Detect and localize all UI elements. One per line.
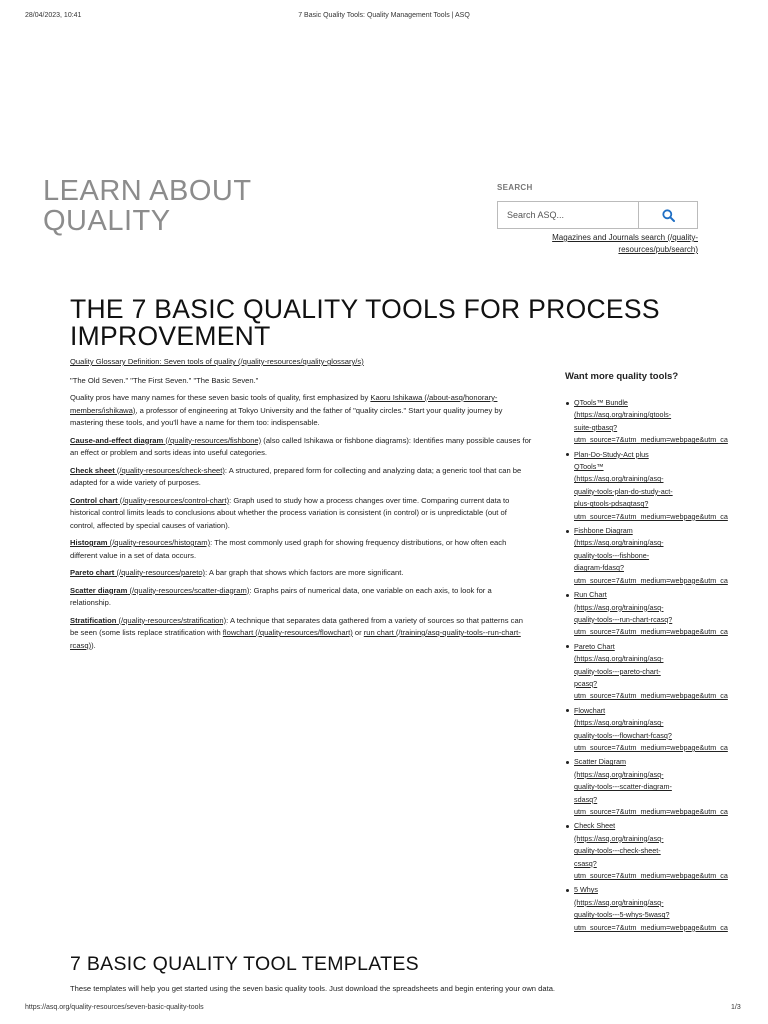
connector-text: or	[352, 628, 364, 637]
tool-item	[70, 537, 532, 562]
tool-link-pareto[interactable]	[70, 568, 205, 577]
tool-name: Control chart	[70, 495, 118, 505]
sidebar-link-fishbone[interactable]: Fishbone Diagram (https://asq.org/training/asq- quality-tools---fishbone- diagram-fdasq? utm_source=7&utm_medium=webpage&utm_ca	[574, 526, 728, 585]
sidebar-link-5-whys[interactable]: 5 Whys (https://asq.org/training/asq- quality-tools---5-whys-5wasq? utm_source=7&utm_medium=webpage&utm_ca	[574, 885, 728, 932]
tool-name: Pareto chart	[70, 568, 115, 577]
tool-link-cause-effect[interactable]	[70, 436, 261, 445]
tool-name: Stratification	[70, 615, 117, 625]
sidebar-link-flowchart[interactable]: Flowchart (https://asq.org/training/asq- quality-tools---flowchart-fcasq? utm_source=7&utm_medium=webpage&utm_ca	[574, 705, 728, 752]
tagline: "The Old Seven." "The First Seven." "The Basic Seven."	[70, 375, 259, 385]
list-item	[574, 820, 745, 882]
run-chart-link[interactable]: run chart (/training/asq-quality-tools--run-chart-rcasq)	[70, 628, 521, 650]
sidebar-more-tools	[565, 371, 745, 936]
sidebar-link-check-sheet[interactable]: Check Sheet (https://asq.org/training/asq- quality-tools---check-sheet- csasq? utm_source=7&utm_medium=webpage&utm_ca	[574, 821, 728, 881]
intro-text-end: , a professor of engineering at Tokyo University and the father of "quality circles." Start your quality journey by mastering these tools, and you'll have a name for them too: indispensable.	[70, 405, 503, 427]
print-url: https://asq.org/quality-resources/seven-basic-quality-tools	[25, 1004, 204, 1011]
tool-item	[70, 615, 532, 653]
tool-path: (/quality-resources/pareto)	[114, 568, 206, 577]
intro-text: Quality pros have many names for these seven basic tools of quality, first emphasized by	[70, 393, 371, 402]
search-form	[497, 201, 698, 229]
search-input[interactable]	[498, 202, 638, 228]
search-label: SEARCH	[497, 183, 533, 192]
search-button[interactable]	[638, 202, 697, 228]
list-item	[574, 397, 745, 447]
tool-path: (/quality-resources/fishbone)	[163, 435, 262, 445]
templates-intro: These templates will help you get started using the seven basic quality tools. Just download the spreadsheets and begin entering your own data.	[70, 984, 556, 993]
tool-link-check-sheet[interactable]	[70, 466, 225, 475]
list-item	[574, 449, 745, 523]
closing-text: ).	[91, 640, 96, 650]
tool-description: : The most commonly used graph for showing frequency distributions, or how often each different value in a set of data occurs.	[70, 538, 507, 560]
main-content	[70, 356, 532, 657]
print-page-number: 1/3	[731, 1004, 741, 1011]
tool-path: (/quality-resources/check-sheet)	[114, 465, 225, 475]
page-title: THE 7 BASIC QUALITY TOOLS FOR PROCESS IMPROVEMENT	[70, 294, 660, 351]
templates-heading: 7 BASIC QUALITY TOOL TEMPLATES	[70, 953, 419, 975]
tool-path: (/quality-resources/scatter-diagram)	[127, 585, 250, 595]
tool-path: (/quality-resources/histogram)	[107, 538, 211, 547]
sidebar-list	[565, 397, 745, 934]
sidebar-link-scatter-diagram[interactable]: Scatter Diagram (https://asq.org/training/asq- quality-tools---scatter-diagram- sdasq? utm_source=7&utm_medium=webpage&utm_ca	[574, 757, 728, 816]
print-datetime: 28/04/2023, 10:41	[25, 12, 82, 19]
tool-item	[70, 495, 532, 533]
sidebar-heading: Want more quality tools?	[565, 371, 679, 382]
site-section-title[interactable]	[43, 176, 252, 236]
tool-link-control-chart[interactable]	[70, 496, 229, 505]
tool-link-scatter[interactable]	[70, 586, 249, 595]
brand-line-1: LEARN ABOUT	[43, 175, 252, 207]
list-item	[574, 756, 745, 818]
tool-link-histogram[interactable]	[70, 538, 210, 547]
tool-description: : A bar graph that shows which factors are more significant.	[205, 568, 404, 577]
tool-item	[70, 585, 532, 610]
tool-name: Scatter diagram	[70, 585, 128, 595]
tool-name: Cause-and-effect diagram	[70, 435, 164, 445]
intro-paragraph	[70, 392, 532, 430]
tool-description: (also called Ishikawa or fishbone diagrams): Identifies many possible causes for an effect or problem and sorts ideas into useful categories.	[70, 435, 532, 457]
tool-link-stratification[interactable]	[70, 616, 226, 625]
list-item	[574, 525, 745, 587]
tool-description: : A structured, prepared form for collecting and analyzing data; a generic tool that can be adapted for a wide variety of purposes.	[70, 465, 522, 487]
ishikawa-link[interactable]: Kaoru Ishikawa (/about-asq/honorary-members/ishikawa)	[70, 393, 498, 415]
tool-item	[70, 435, 532, 460]
magazines-journals-search-link[interactable]: Magazines and Journals search (/quality- resources/pub/search)	[552, 233, 698, 254]
list-item	[574, 641, 745, 703]
sidebar-link-qtools-bundle[interactable]: QTools™ Bundle (https://asq.org/training/qtools- suite-qtbasq? utm_source=7&utm_medium=webpage&utm_ca	[574, 398, 728, 445]
print-page-title: 7 Basic Quality Tools: Quality Management Tools | ASQ	[298, 12, 470, 19]
tool-path: (/quality-resources/stratification)	[116, 615, 227, 625]
brand-line-2: QUALITY	[43, 205, 171, 237]
tool-item	[70, 465, 532, 490]
sidebar-link-pdsa-qtools[interactable]: Plan-Do-Study-Act plus QTools™ (https://asq.org/training/asq- quality-tools-plan-do-study-act- plus-qtools-pdsaqtasq? utm_source=7&utm_medium=webpage&utm_ca	[574, 449, 728, 521]
tool-description: : Graphs pairs of numerical data, one variable on each axis, to look for a relationship.	[70, 585, 492, 607]
list-item	[574, 884, 745, 934]
tool-description: : A technique that separates data gathered from a variety of sources so that patterns can be seen (some lists replace stratification with	[70, 615, 523, 637]
tool-name: Check sheet	[70, 465, 115, 475]
tool-name: Histogram	[70, 538, 108, 547]
sidebar-link-run-chart[interactable]: Run Chart (https://asq.org/training/asq- quality-tools---run-chart-rcasq? utm_source=7&utm_medium=webpage&utm_ca	[574, 590, 728, 637]
search-icon	[662, 209, 675, 222]
tool-path: (/quality-resources/control-chart)	[117, 495, 230, 505]
flowchart-link[interactable]: flowchart (/quality-resources/flowchart)	[222, 628, 353, 637]
glossary-link[interactable]: Quality Glossary Definition: Seven tools of quality (/quality-resources/quality-glossary/s)	[70, 357, 364, 366]
tool-description: : Graph used to study how a process changes over time. Comparing current data to historical control limits leads to conclusions about whether the process variation is consistent (in control) or is unpredictable (out of control, affected by special causes of variation).	[70, 495, 510, 530]
sidebar-link-pareto-chart[interactable]: Pareto Chart (https://asq.org/training/asq- quality-tools---pareto-chart- pcasq? utm_source=7&utm_medium=webpage&utm_ca	[574, 641, 728, 701]
tool-item	[70, 567, 532, 580]
list-item	[574, 589, 745, 639]
list-item	[574, 705, 745, 755]
